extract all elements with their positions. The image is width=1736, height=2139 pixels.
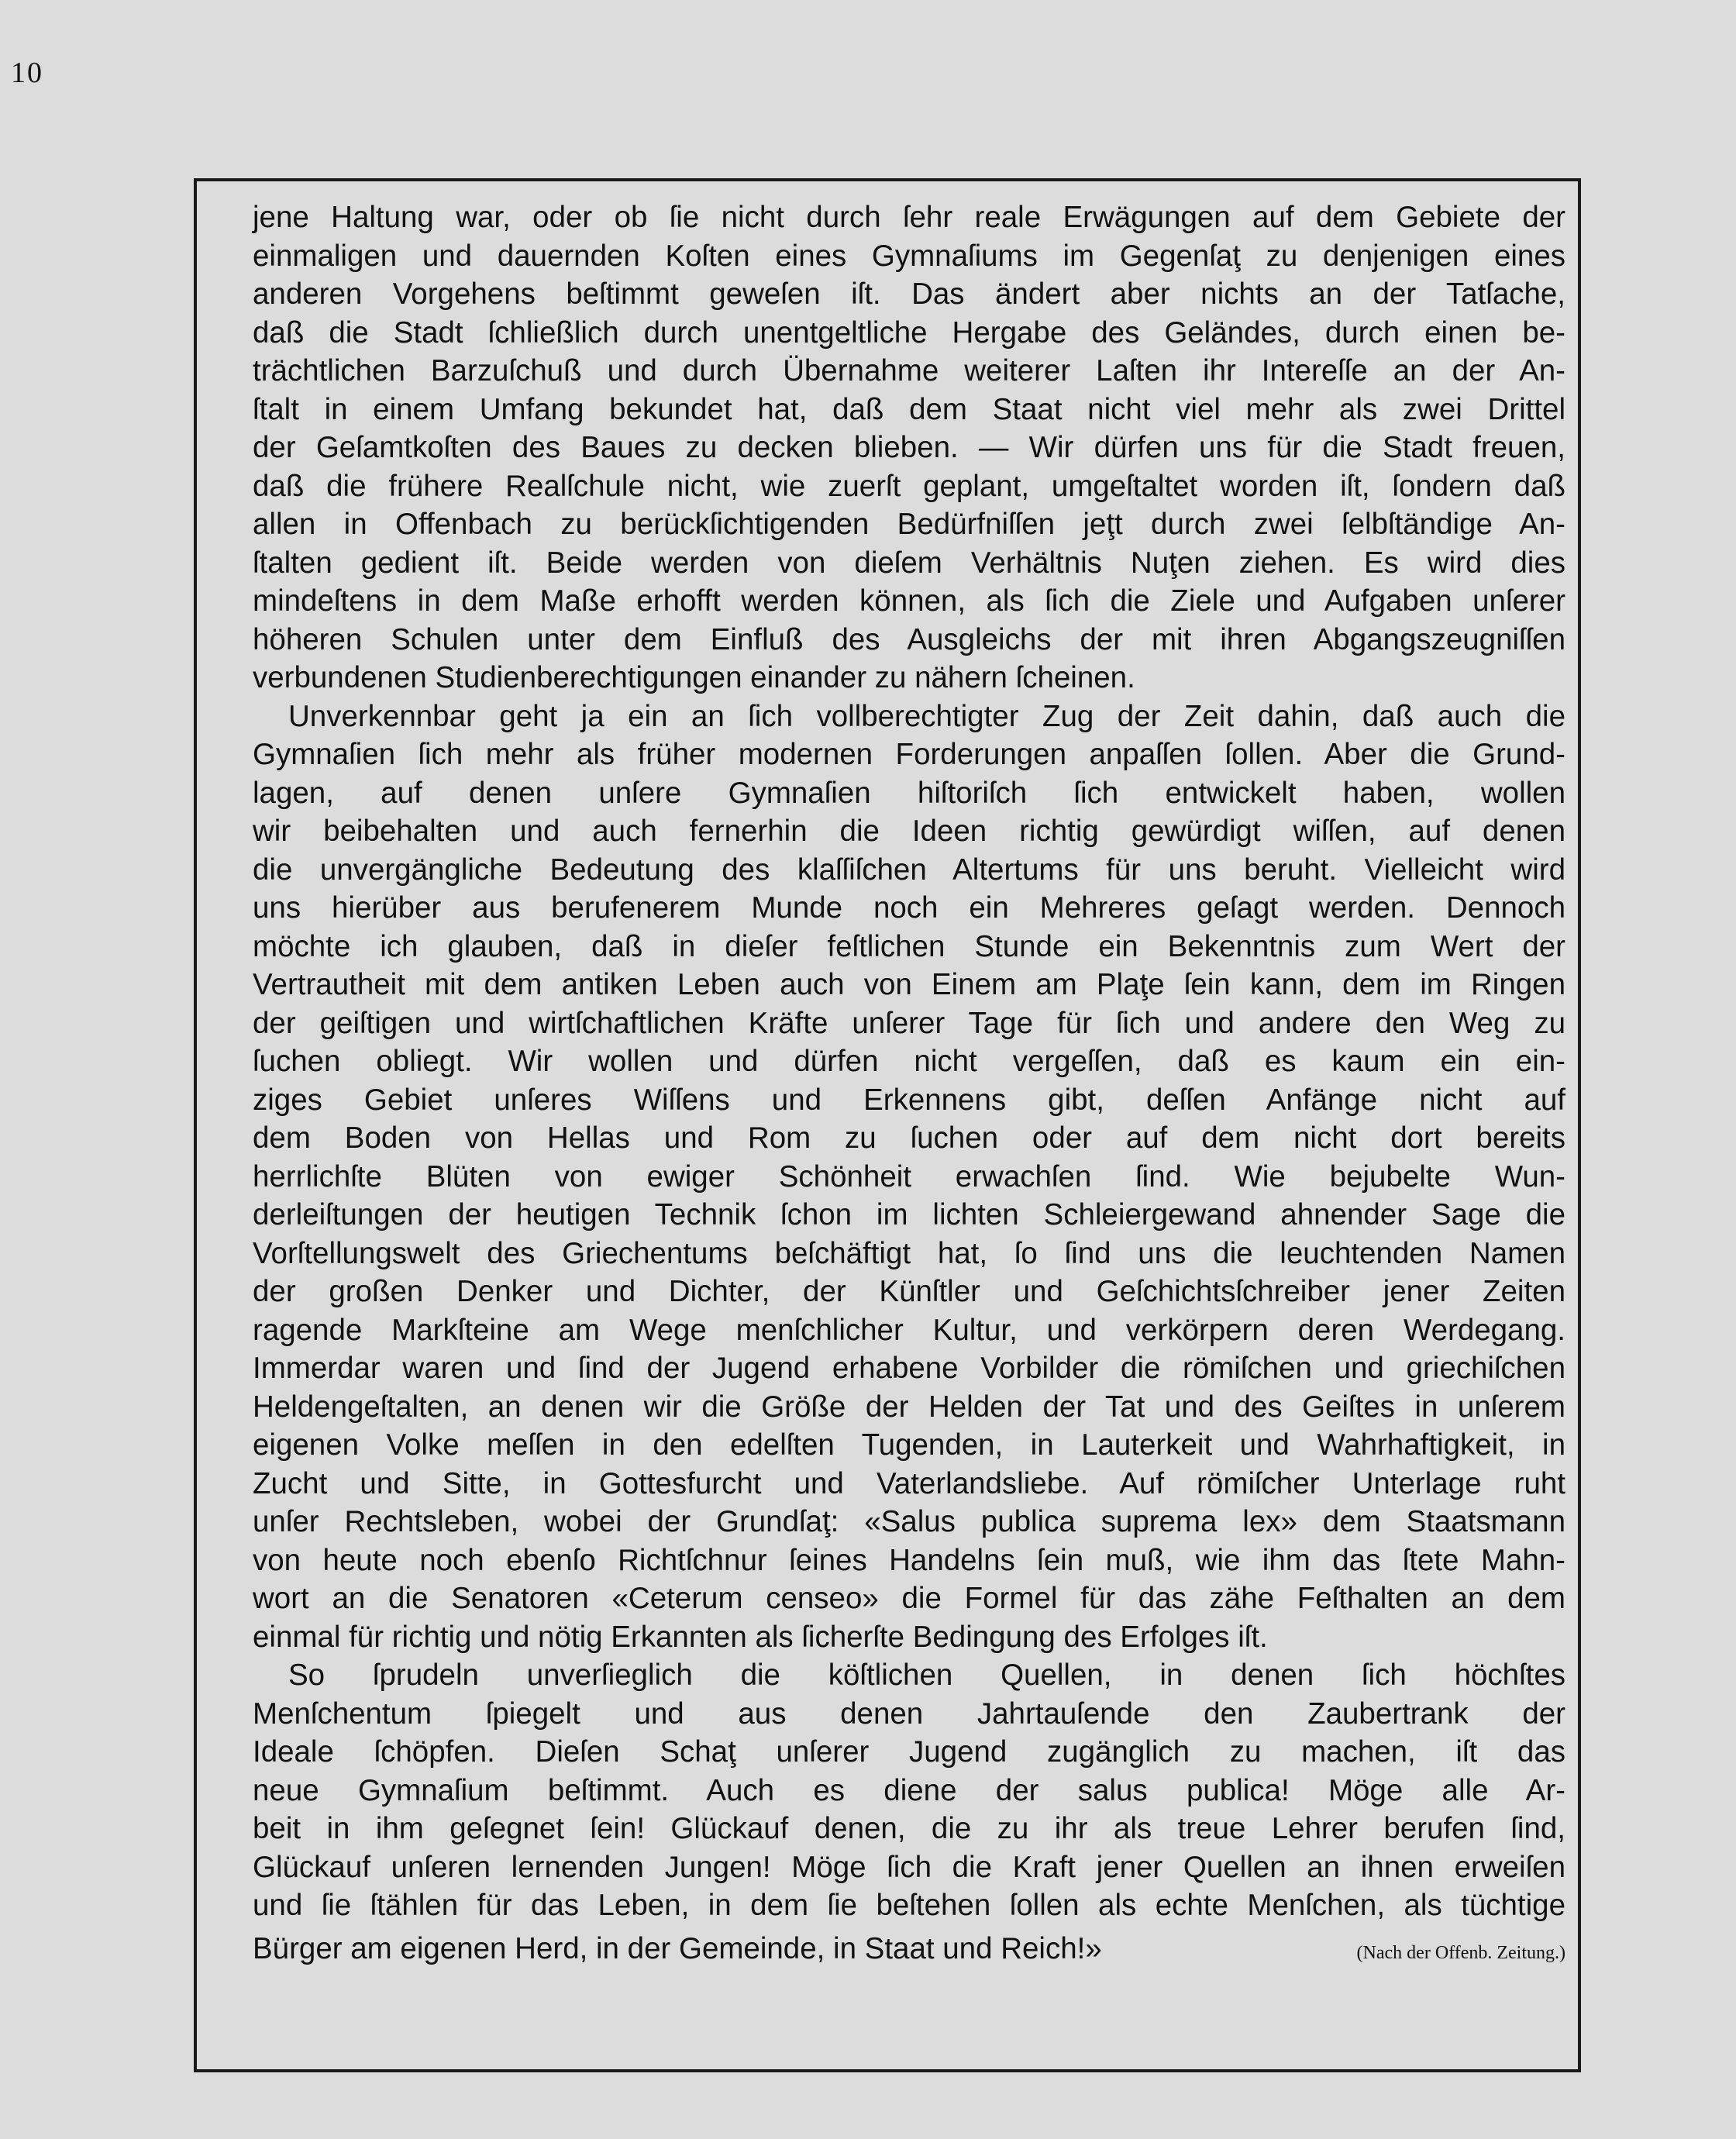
text-line: Bürger am eigenen Herd, in der Gemeinde, in Staat und Reich!» — [253, 1931, 1102, 1965]
text-line: Ideale ſchöpfen. Dieſen Schaţ unſerer Jugend zugänglich zu machen, iſt das — [253, 1735, 1566, 1769]
text-line: So ſprudeln unverſieglich die köſtlichen Quellen, in denen ſich höchſtes — [288, 1658, 1566, 1692]
text-line: ſuchen obliegt. Wir wollen und dürfen nicht vergeſſen, daß es kaum ein ein- — [253, 1045, 1566, 1078]
text-line: möchte ich glauben, daß in dieſer feſtlichen Stunde ein Bekenntnis zum Wert der — [253, 929, 1566, 963]
text-line: uns hierüber aus berufenerem Munde noch ein Mehreres geſagt werden. Dennoch — [253, 891, 1566, 925]
final-line-row — [253, 1925, 1566, 1964]
text-line: daß die frühere Realſchule nicht, wie zuerſt geplant, umgeſtaltet worden iſt, ſondern daß — [253, 469, 1566, 503]
text-line: der Geſamtkoſten des Baues zu decken blieben. — Wir dürfen uns für die Stadt freuen, — [253, 431, 1566, 464]
text-line: und ſie ſtählen für das Leben, in dem ſie beſtehen ſollen als echte Menſchen, als tüchtige — [253, 1889, 1566, 1922]
text-line: jene Haltung war, oder ob ſie nicht durch ſehr reale Erwägungen auf dem Gebiete der — [253, 201, 1566, 234]
text-line: ragende Markſteine am Wege menſchlicher Kultur, und verkörpern deren Werdegang. — [253, 1313, 1566, 1347]
text-line: herrlichſte Blüten von ewiger Schönheit erwachſen ſind. Wie bejubelte Wun- — [253, 1159, 1566, 1194]
text-block — [253, 198, 1566, 1963]
text-line: verbundenen Studienberechtigungen einander zu nähern ſcheinen. — [253, 661, 1135, 694]
text-line: Vorſtellungswelt des Griechentums beſchäftigt hat, ſo ſind uns die leuchtenden Namen — [253, 1236, 1566, 1270]
text-line: Glückauf unſeren lernenden Jungen! Möge ſich die Kraft jener Quellen an ihnen erweiſen — [253, 1850, 1566, 1884]
text-line: Unverkennbar geht ja ein an ſich vollberechtigter Zug der Zeit dahin, daß auch die — [288, 699, 1566, 733]
text-line: eigenen Volke meſſen in den edelſten Tugenden, in Lauterkeit und Wahrhaftigkeit, in — [253, 1428, 1566, 1462]
text-line: von heute noch ebenſo Richtſchnur ſeines Handelns ſein muß, wie ihm das ſtete Mahn- — [253, 1543, 1566, 1577]
text-line: Gymnaſien ſich mehr als früher modernen Forderungen anpaſſen ſollen. Aber die Grund- — [253, 738, 1566, 771]
text-line: Menſchentum ſpiegelt und aus denen Jahrtauſende den Zaubertrank der — [253, 1696, 1566, 1731]
text-line: Immerdar waren und ſind der Jugend erhabene Vorbilder die römiſchen und griechiſchen — [253, 1352, 1566, 1385]
text-line: die unvergängliche Bedeutung des klaſſiſchen Altertums für uns beruht. Vielleicht wird — [253, 852, 1566, 887]
text-line: dem Boden von Hellas und Rom zu ſuchen oder auf dem nicht dort bereits — [253, 1121, 1566, 1155]
text-line: lagen, auf denen unſere Gymnaſien hiſtoriſch ſich entwickelt haben, wollen — [253, 776, 1566, 810]
text-line: unſer Rechtsleben, wobei der Grundſaţ: «Salus publica suprema lex» dem Staatsmann — [253, 1505, 1566, 1538]
text-line: beit in ihm geſegnet ſein! Glückauf denen, die zu ihr als treue Lehrer berufen ſind, — [253, 1812, 1566, 1845]
text-line: ſtalt in einem Umfang bekundet hat, daß dem Staat nicht viel mehr als zwei Drittel — [253, 392, 1566, 426]
text-line: der großen Denker und Dichter, der Künſtler und Geſchichtsſchreiber jener Zeiten — [253, 1275, 1566, 1308]
text-line: trächtlichen Barzuſchuß und durch Übernahme weiterer Laſten ihr Intereſſe an der An- — [253, 354, 1566, 388]
text-line: neue Gymnaſium beſtimmt. Auch es diene der salus publica! Möge alle Ar- — [253, 1773, 1566, 1807]
paragraph-3 — [253, 1656, 1566, 1963]
text-line: Vertrautheit mit dem antiken Leben auch von Einem am Plaţe ſein kann, dem im Ringen — [253, 968, 1566, 1001]
text-line: mindeſtens in dem Maße erhofft werden können, als ſich die Ziele und Aufgaben unſerer — [253, 584, 1566, 618]
paragraph-1 — [253, 198, 1566, 698]
text-line: wort an die Senatoren «Ceterum censeo» die Formel für das zähe Feſthalten an dem — [253, 1582, 1566, 1615]
text-line: einmaligen und dauernden Koſten eines Gymnaſiums im Gegenſaţ zu denjenigen eines — [253, 239, 1566, 273]
text-line: ziges Gebiet unſeres Wiſſens und Erkennens gibt, deſſen Anfänge nicht auf — [253, 1083, 1566, 1117]
paragraph-2 — [253, 698, 1566, 1657]
text-line: anderen Vorgehens beſtimmt geweſen iſt. Das ändert aber nichts an der Tatſache, — [253, 277, 1566, 311]
text-line: der geiſtigen und wirtſchaftlichen Kräfte unſerer Tage für ſich und andere den Weg zu — [253, 1006, 1566, 1040]
text-line: Zucht und Sitte, in Gottesfurcht und Vaterlandsliebe. Auf römiſcher Unterlage ruht — [253, 1466, 1566, 1500]
source-note: (Nach der Offenb. Zeitung.) — [1356, 1942, 1566, 1963]
page-number: 10 — [11, 57, 43, 89]
text-line: daß die Stadt ſchließlich durch unentgeltliche Hergabe des Geländes, durch einen be- — [253, 315, 1566, 350]
text-line: allen in Offenbach zu berückſichtigenden Bedürfniſſen jeţt durch zwei ſelbſtändige An- — [253, 508, 1566, 541]
text-line: höheren Schulen unter dem Einfluß des Ausgleichs der mit ihren Abgangszeugniſſen — [253, 622, 1566, 656]
text-line: einmal für richtig und nötig Erkannten als ſicherſte Bedingung des Erfolges iſt. — [253, 1620, 1268, 1654]
text-line: ſtalten gedient iſt. Beide werden von dieſem Verhältnis Nuţen ziehen. Es wird dies — [253, 546, 1566, 580]
text-line: derleiſtungen der heutigen Technik ſchon im lichten Schleiergewand ahnender Sage die — [253, 1198, 1566, 1231]
text-line: Heldengeſtalten, an denen wir die Größe der Helden der Tat und des Geiſtes in unſerem — [253, 1390, 1566, 1424]
text-line: wir beibehalten und auch fernerhin die Ideen richtig gewürdigt wiſſen, auf denen — [253, 815, 1566, 848]
